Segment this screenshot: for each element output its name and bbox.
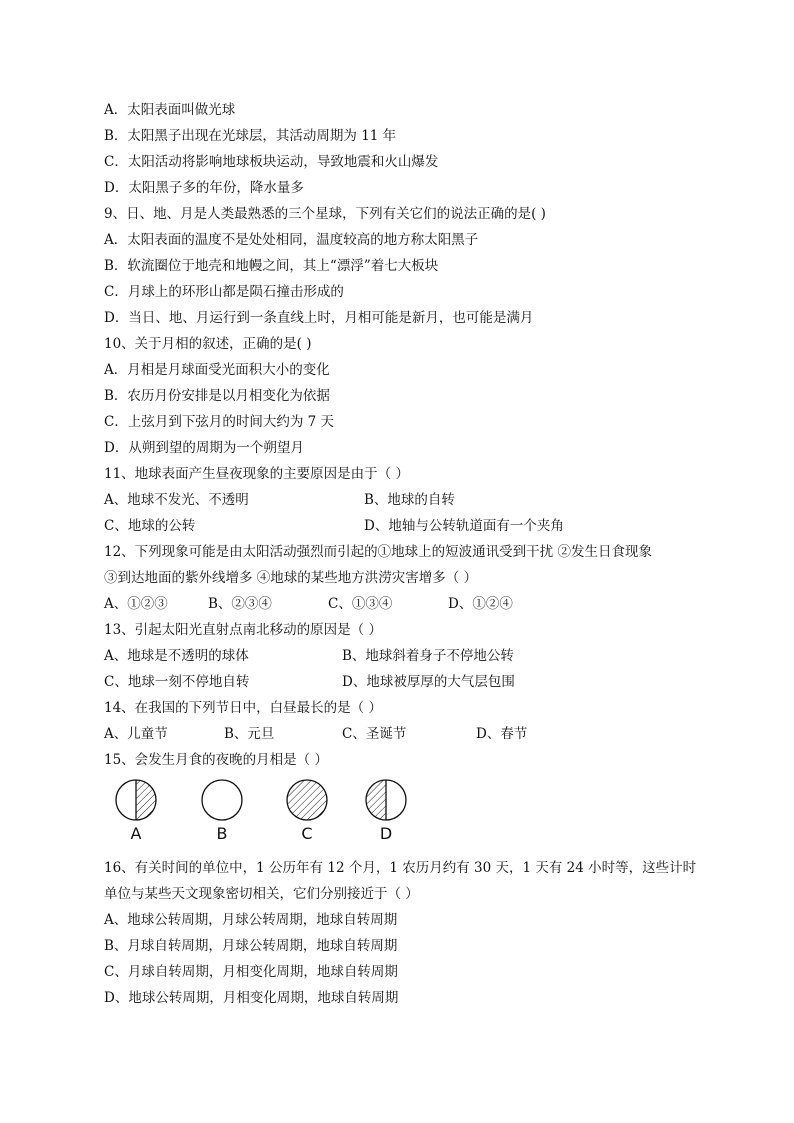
q8-option-d: D．太阳黑子多的年份，降水量多 (104, 180, 304, 196)
moon-label-d: D (379, 824, 393, 843)
q10-stem: 10、关于月相的叙述，正确的是( ) (104, 336, 312, 352)
q15-stem: 15、会发生月食的夜晚的月相是（ ） (104, 752, 328, 768)
q9-stem: 9、日、地、月是人类最熟悉的三个星球，下列有关它们的说法正确的是( ) (104, 206, 546, 222)
moon-phase-b (200, 778, 244, 848)
q9-option-c: C．月球上的环形山都是陨石撞击形成的 (104, 284, 344, 300)
moon-phase-a (114, 778, 158, 848)
q13-option-c: C、地球一刻不停地自转 (104, 674, 250, 690)
q11-option-a: A、地球不发光、不透明 (104, 492, 249, 508)
q11-option-b: B、地球的自转 (364, 492, 455, 508)
moon-label-b: B (216, 824, 228, 843)
q9-option-a: A．太阳表面的温度不是处处相同，温度较高的地方称太阳黑子 (104, 232, 479, 248)
moon-phase-d (364, 778, 408, 848)
q12-option-b: B、②③④ (208, 596, 272, 612)
q10-option-b: B．农历月份安排是以月相变化为依据 (104, 388, 330, 404)
moon-phase-c (285, 778, 329, 848)
q14-stem: 14、在我国的下列节日中，白昼最长的是（ ） (104, 700, 382, 716)
q11-option-d: D、地轴与公转轨道面有一个夹角 (364, 518, 564, 534)
q13-stem: 13、引起太阳光直射点南北移动的原因是（ ） (104, 622, 382, 638)
q9-option-d: D．当日、地、月运行到一条直线上时，月相可能是新月，也可能是满月 (104, 310, 534, 326)
q16-option-b: B、月球自转周期，月球公转周期，地球自转周期 (104, 938, 398, 954)
q16-option-a: A、地球公转周期，月球公转周期，地球自转周期 (104, 912, 398, 928)
q10-option-d: D．从朔到望的周期为一个朔望月 (104, 440, 304, 456)
q13-option-b: B、地球斜着身子不停地公转 (342, 648, 514, 664)
q9-option-b: B．软流圈位于地壳和地幔之间，其上“漂浮”着七大板块 (104, 258, 439, 274)
q12-stem-line2: ③到达地面的紫外线增多 ④地球的某些地方洪涝灾害增多（ ） (104, 570, 478, 586)
q12-stem-line1: 12、下列现象可能是由太阳活动强烈而引起的①地球上的短波通讯受到干扰 ②发生日食现象 (104, 544, 652, 560)
q16-option-d: D、地球公转周期，月相变化周期，地球自转周期 (104, 990, 399, 1006)
moon-label-c: C (301, 824, 313, 843)
q13-option-d: D、地球被厚厚的大气层包围 (342, 674, 515, 690)
q11-stem: 11、地球表面产生昼夜现象的主要原因是由于（ ） (104, 466, 409, 482)
q11-option-c: C、地球的公转 (104, 518, 196, 534)
q16-option-c: C、月球自转周期，月相变化周期，地球自转周期 (104, 964, 398, 980)
q14-option-a: A、儿童节 (104, 726, 168, 742)
q13-option-a: A、地球是不透明的球体 (104, 648, 249, 664)
q14-option-d: D、春节 (476, 726, 528, 742)
q10-option-a: A．月相是月球面受光面积大小的变化 (104, 362, 330, 378)
moon-label-a: A (130, 824, 142, 843)
q10-option-c: C．上弦月到下弦月的时间大约为 7 天 (104, 414, 335, 430)
q8-option-c: C．太阳活动将影响地球板块运动，导致地震和火山爆发 (104, 154, 439, 170)
q12-option-d: D、①②④ (448, 596, 513, 612)
q16-stem-line2: 单位与某些天文现象密切相关，它们分别接近于（ ） (104, 886, 419, 902)
q16-stem-line1: 16、有关时间的单位中，1 公历年有 12 个月，1 农历月约有 30 天，1 天有 24 小时等，这些计时 (104, 860, 697, 876)
q12-option-a: A、①②③ (104, 596, 168, 612)
q14-option-c: C、圣诞节 (342, 726, 407, 742)
q8-option-b: B．太阳黑子出现在光球层，其活动周期为 11 年 (104, 128, 397, 144)
q8-option-a: A．太阳表面叫做光球 (104, 102, 236, 118)
q14-option-b: B、元旦 (224, 726, 275, 742)
q12-option-c: C、①③④ (328, 596, 393, 612)
